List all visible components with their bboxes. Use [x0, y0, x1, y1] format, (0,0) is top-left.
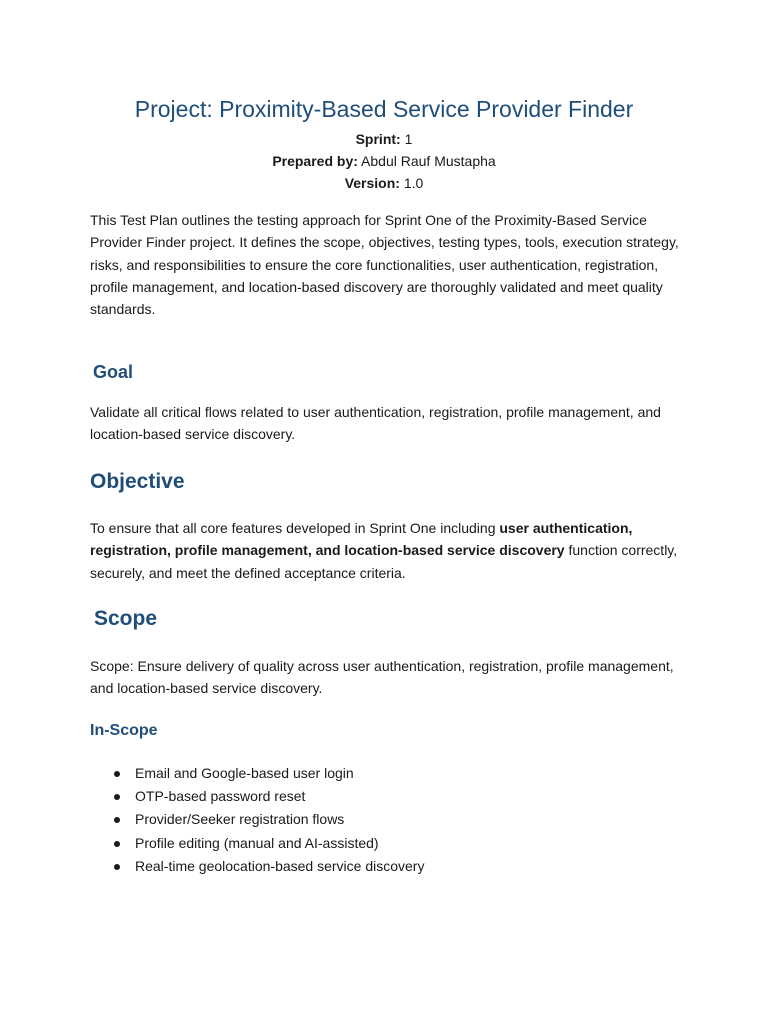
document-title: Project: Proximity-Based Service Provider Finder — [134, 96, 634, 122]
bullet-icon — [114, 841, 120, 847]
intro-paragraph: This Test Plan outlines the testing approach for Sprint One of the Proximity-Based Service Provider Finder project. It defines the scope, objectives, testing types, tools, execution strategy, risks, and responsibilities to ensure the core functionalities, user authentication, registration, profile management, and location-based discovery are thoroughly validated and meet quality standards. — [90, 212, 679, 318]
objective-heading: Objective — [90, 470, 185, 493]
list-item-text: Email and Google-based user login — [135, 765, 354, 781]
goal-paragraph: Validate all critical flows related to user authentication, registration, profile management, and location-based service discovery. — [90, 404, 661, 443]
scope-paragraph: Scope: Ensure delivery of quality across user authentication, registration, profile management, and location-based service discovery. — [90, 658, 674, 697]
version-value: 1.0 — [403, 175, 424, 191]
list-item-text: Real-time geolocation-based service discovery — [135, 857, 425, 874]
version-line — [0, 174, 768, 192]
list-item — [90, 785, 680, 808]
list-item-text: Profile editing (manual and AI-assisted) — [135, 834, 379, 851]
list-item-text: OTP-based password reset — [135, 788, 306, 805]
objective-text-before: To ensure that all core features developed in Sprint One including — [90, 520, 500, 536]
version-label: Version: — [344, 175, 400, 191]
prepared-by-label: Prepared by: — [272, 153, 358, 169]
objective-paragraph — [90, 517, 680, 584]
list-item-text: Provider/Seeker registration flows — [135, 811, 345, 828]
sprint-label: Sprint: — [355, 131, 401, 147]
sprint-line — [0, 130, 768, 148]
bullet-icon — [114, 794, 120, 800]
prepared-by-value: Abdul Rauf Mustapha — [361, 153, 496, 169]
bullet-icon — [114, 771, 120, 777]
prepared-by-line — [0, 152, 768, 170]
list-item — [90, 808, 680, 831]
bullet-icon — [114, 817, 120, 823]
scope-heading: Scope — [94, 607, 158, 630]
goal-heading: Goal — [93, 362, 134, 382]
list-item — [90, 855, 680, 878]
objective-text-after: function correctly, securely, and meet the defined acceptance criteria. — [90, 542, 678, 581]
sprint-value: 1 — [404, 131, 413, 147]
list-item — [90, 762, 680, 785]
in-scope-list — [90, 762, 680, 878]
list-item — [90, 832, 680, 855]
bullet-icon — [114, 864, 120, 870]
objective-text-bold: user authentication, registration, profile management, and location-based service discovery — [90, 520, 633, 559]
in-scope-heading: In-Scope — [90, 722, 158, 739]
